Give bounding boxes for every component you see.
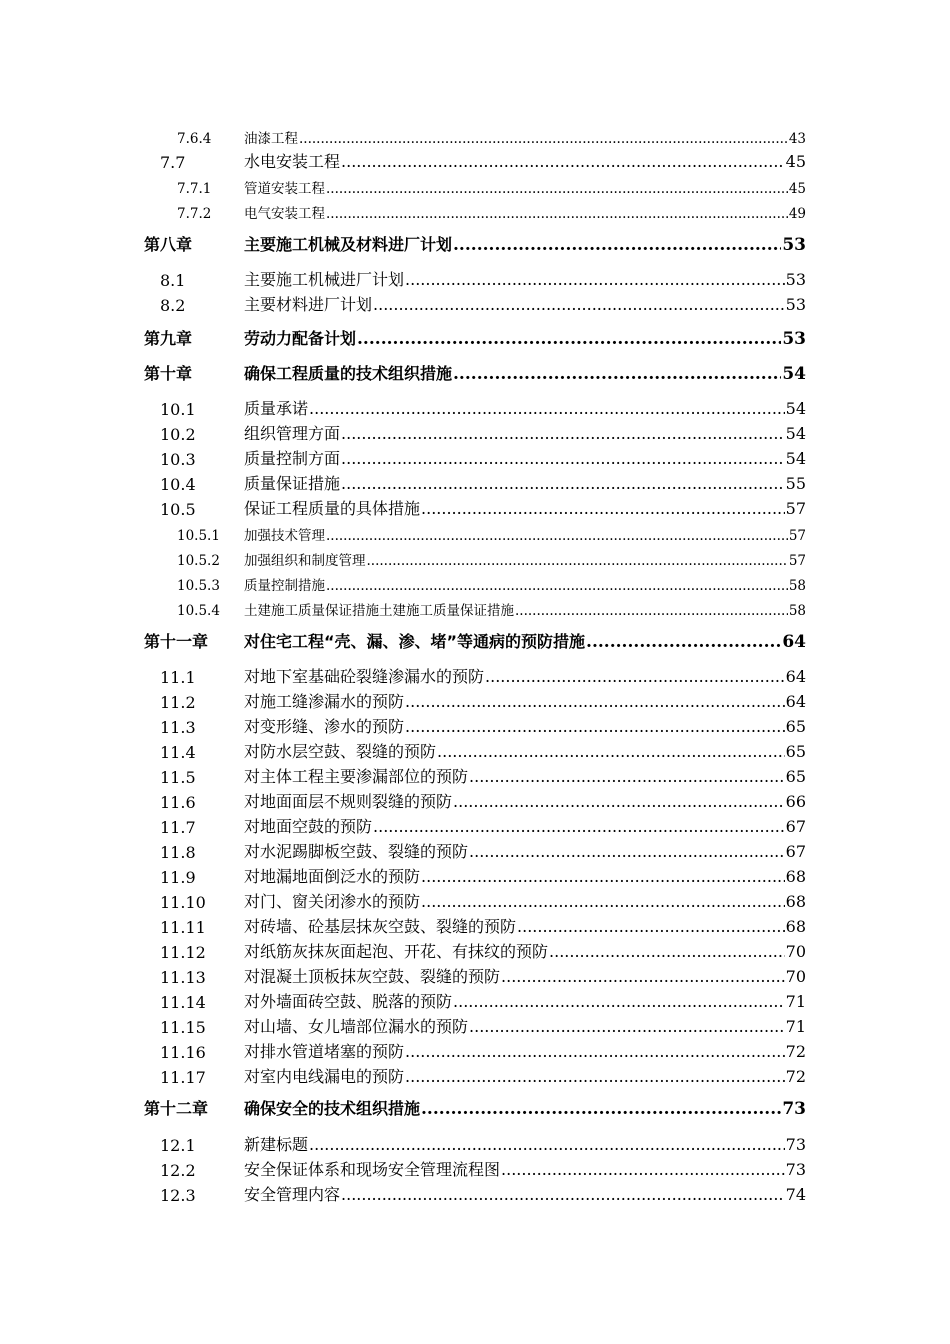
toc-entry-title: 对砖墙、砼基层抹灰空鼓、裂缝的预防 bbox=[244, 917, 517, 936]
toc-entry-title: 对地面面层不规则裂缝的预防 bbox=[244, 792, 453, 811]
toc-entry-body bbox=[244, 864, 806, 887]
toc-entry[interactable] bbox=[0, 1040, 950, 1064]
toc-entry-number: 10.5.4 bbox=[177, 603, 220, 619]
dot-leader bbox=[405, 270, 785, 289]
dot-leader bbox=[341, 152, 785, 171]
toc-entry-body bbox=[244, 629, 806, 652]
dot-leader bbox=[421, 867, 785, 886]
dot-leader bbox=[309, 399, 785, 418]
toc-entry[interactable] bbox=[0, 990, 950, 1014]
toc-entry-page-number: 58 bbox=[788, 578, 806, 594]
dot-leader bbox=[421, 1099, 781, 1119]
toc-entry-number: 11.9 bbox=[160, 868, 196, 887]
toc-entry-title: 主要施工机械进厂计划 bbox=[244, 270, 405, 289]
dot-leader bbox=[485, 667, 785, 686]
toc-entry-number: 10.1 bbox=[160, 400, 196, 419]
toc-entry[interactable] bbox=[0, 233, 950, 257]
toc-entry-body bbox=[244, 549, 806, 569]
toc-entry-body bbox=[244, 326, 806, 349]
toc-entry-title: 对地下室基础砼裂缝渗漏水的预防 bbox=[244, 667, 485, 686]
toc-entry-number: 10.5.3 bbox=[177, 578, 220, 594]
toc-entry-body bbox=[244, 1039, 806, 1062]
toc-entry-title: 对施工缝渗漏水的预防 bbox=[244, 692, 405, 711]
toc-entry-number: 11.12 bbox=[160, 943, 206, 962]
toc-entry-number: 7.6.4 bbox=[177, 131, 212, 147]
toc-entry-body bbox=[244, 524, 806, 544]
toc-entry-page-number: 67 bbox=[785, 817, 806, 836]
toc-entry[interactable] bbox=[0, 293, 950, 317]
toc-entry-body bbox=[244, 689, 806, 712]
toc-entry-title: 对外墙面砖空鼓、脱落的预防 bbox=[244, 992, 453, 1011]
dot-leader bbox=[341, 1185, 785, 1204]
toc-entry-body bbox=[244, 149, 806, 172]
toc-entry-title: 质量控制措施 bbox=[244, 578, 325, 594]
toc-entry[interactable] bbox=[0, 690, 950, 714]
toc-entry-body bbox=[244, 1157, 806, 1180]
toc-entry-page-number: 68 bbox=[785, 892, 806, 911]
toc-entry[interactable] bbox=[0, 740, 950, 764]
toc-entry[interactable] bbox=[0, 447, 950, 471]
toc-entry-page-number: 66 bbox=[785, 792, 806, 811]
dot-leader bbox=[515, 603, 788, 619]
toc-entry[interactable] bbox=[0, 1183, 950, 1207]
toc-entry[interactable] bbox=[0, 965, 950, 989]
dot-leader bbox=[299, 131, 788, 147]
toc-entry-page-number: 72 bbox=[785, 1042, 806, 1061]
toc-entry-body bbox=[244, 177, 806, 197]
toc-entry-number: 第十二章 bbox=[144, 1099, 209, 1118]
toc-entry-body bbox=[244, 1132, 806, 1155]
toc-entry-page-number: 74 bbox=[785, 1185, 806, 1204]
toc-entry-body bbox=[244, 1096, 806, 1119]
toc-entry-page-number: 64 bbox=[785, 667, 806, 686]
toc-entry-number: 11.4 bbox=[160, 743, 196, 762]
toc-entry[interactable] bbox=[0, 125, 950, 149]
toc-entry-number: 第十一章 bbox=[144, 632, 209, 651]
toc-entry-page-number: 43 bbox=[788, 131, 806, 147]
dot-leader bbox=[453, 235, 781, 255]
dot-leader bbox=[367, 553, 788, 569]
toc-entry-title: 对地面空鼓的预防 bbox=[244, 817, 373, 836]
toc-entry-title: 组织管理方面 bbox=[244, 424, 341, 443]
toc-entry-page-number: 53 bbox=[785, 270, 806, 289]
dot-leader bbox=[469, 1017, 785, 1036]
toc-entry-body bbox=[244, 939, 806, 962]
toc-entry[interactable] bbox=[0, 840, 950, 864]
toc-entry[interactable] bbox=[0, 890, 950, 914]
toc-entry-title: 对山墙、女儿墙部位漏水的预防 bbox=[244, 1017, 469, 1036]
dot-leader bbox=[586, 632, 781, 652]
toc-entry-page-number: 49 bbox=[788, 206, 806, 222]
toc-entry-body bbox=[244, 361, 806, 384]
toc-entry-number: 11.6 bbox=[160, 793, 196, 812]
toc-entry-body bbox=[244, 764, 806, 787]
toc-entry[interactable] bbox=[0, 1097, 950, 1121]
dot-leader bbox=[405, 1042, 785, 1061]
dot-leader bbox=[326, 181, 788, 197]
toc-entry-title: 对变形缝、渗水的预防 bbox=[244, 717, 405, 736]
dot-leader bbox=[326, 206, 788, 222]
toc-entry-number: 11.2 bbox=[160, 693, 196, 712]
toc-entry-number: 11.13 bbox=[160, 968, 206, 987]
toc-entry-page-number: 55 bbox=[785, 474, 806, 493]
toc-entry-title: 对纸筋灰抹灰面起泡、开花、有抹纹的预防 bbox=[244, 942, 549, 961]
toc-entry-number: 8.2 bbox=[160, 296, 186, 315]
toc-entry-title: 质量保证措施 bbox=[244, 474, 341, 493]
toc-entry-body bbox=[244, 267, 806, 290]
dot-leader bbox=[501, 1160, 785, 1179]
toc-entry-body bbox=[244, 421, 806, 444]
toc-entry-title: 确保工程质量的技术组织措施 bbox=[244, 364, 453, 383]
toc-entry-body bbox=[244, 664, 806, 687]
toc-entry-title: 对主体工程主要渗漏部位的预防 bbox=[244, 767, 469, 786]
toc-entry-page-number: 72 bbox=[785, 1067, 806, 1086]
toc-entry-body bbox=[244, 964, 806, 987]
toc-entry-body bbox=[244, 471, 806, 494]
toc-entry-number: 10.5.2 bbox=[177, 553, 220, 569]
toc-entry-page-number: 64 bbox=[785, 692, 806, 711]
toc-entry-title: 油漆工程 bbox=[244, 131, 298, 147]
toc-entry-title: 管道安装工程 bbox=[244, 181, 325, 197]
toc-entry[interactable] bbox=[0, 472, 950, 496]
toc-entry-body bbox=[244, 446, 806, 469]
dot-leader bbox=[357, 329, 781, 349]
toc-entry[interactable] bbox=[0, 200, 950, 224]
toc-entry-title: 对住宅工程“壳、漏、渗、堵”等通病的预防措施 bbox=[244, 632, 586, 651]
toc-entry[interactable] bbox=[0, 150, 950, 174]
toc-entry-body bbox=[244, 889, 806, 912]
toc-entry-number: 12.3 bbox=[160, 1186, 196, 1205]
toc-entry-body bbox=[244, 1064, 806, 1087]
toc-entry-number: 10.4 bbox=[160, 475, 196, 494]
toc-entry-page-number: 54 bbox=[785, 424, 806, 443]
toc-entry-title: 对室内电线漏电的预防 bbox=[244, 1067, 405, 1086]
toc-entry-page-number: 71 bbox=[785, 992, 806, 1011]
dot-leader bbox=[469, 842, 785, 861]
toc-entry[interactable] bbox=[0, 865, 950, 889]
toc-entry-title: 对地漏地面倒泛水的预防 bbox=[244, 867, 421, 886]
toc-entry-body bbox=[244, 789, 806, 812]
toc-entry-page-number: 70 bbox=[785, 942, 806, 961]
toc-entry-body bbox=[244, 989, 806, 1012]
dot-leader bbox=[326, 528, 788, 544]
toc-entry-page-number: 45 bbox=[785, 152, 806, 171]
toc-entry-page-number: 70 bbox=[785, 967, 806, 986]
dot-leader bbox=[517, 917, 785, 936]
toc-entry-body bbox=[244, 814, 806, 837]
toc-entry-page-number: 73 bbox=[785, 1135, 806, 1154]
toc-entry-page-number: 68 bbox=[785, 917, 806, 936]
dot-leader bbox=[341, 449, 785, 468]
toc-entry[interactable] bbox=[0, 1015, 950, 1039]
toc-entry[interactable] bbox=[0, 715, 950, 739]
toc-entry[interactable] bbox=[0, 765, 950, 789]
toc-entry-number: 11.8 bbox=[160, 843, 196, 862]
toc-entry-number: 11.7 bbox=[160, 818, 196, 837]
toc-entry-body bbox=[244, 739, 806, 762]
dot-leader bbox=[453, 792, 785, 811]
toc-entry-page-number: 67 bbox=[785, 842, 806, 861]
dot-leader bbox=[501, 967, 785, 986]
toc-entry-number: 第九章 bbox=[144, 329, 193, 348]
dot-leader bbox=[341, 424, 785, 443]
toc-entry-number: 11.15 bbox=[160, 1018, 206, 1037]
toc-entry-title: 劳动力配备计划 bbox=[244, 329, 357, 348]
toc-entry-page-number: 54 bbox=[782, 364, 806, 384]
toc-entry-number: 11.11 bbox=[160, 918, 206, 937]
toc-entry[interactable] bbox=[0, 422, 950, 446]
toc-entry[interactable] bbox=[0, 327, 950, 351]
dot-leader bbox=[421, 499, 785, 518]
toc-entry-title: 安全保证体系和现场安全管理流程图 bbox=[244, 1160, 501, 1179]
toc-entry-number: 10.3 bbox=[160, 450, 196, 469]
toc-entry-title: 加强技术管理 bbox=[244, 528, 325, 544]
toc-entry-title: 质量承诺 bbox=[244, 399, 309, 418]
toc-entry-body bbox=[244, 127, 806, 147]
toc-entry-page-number: 65 bbox=[785, 717, 806, 736]
toc-entry-page-number: 54 bbox=[785, 399, 806, 418]
toc-entry-title: 水电安装工程 bbox=[244, 152, 341, 171]
toc-entry-body bbox=[244, 1182, 806, 1205]
toc-entry-title: 电气安装工程 bbox=[244, 206, 325, 222]
toc-entry-page-number: 57 bbox=[785, 499, 806, 518]
toc-entry[interactable] bbox=[0, 790, 950, 814]
toc-entry-number: 11.3 bbox=[160, 718, 196, 737]
toc-entry-number: 10.2 bbox=[160, 425, 196, 444]
toc-entry-title: 质量控制方面 bbox=[244, 449, 341, 468]
toc-entry-title: 新建标题 bbox=[244, 1135, 309, 1154]
toc-entry-body bbox=[244, 232, 806, 255]
toc-entry-number: 7.7 bbox=[160, 153, 186, 172]
dot-leader bbox=[405, 717, 785, 736]
toc-entry[interactable] bbox=[0, 1065, 950, 1089]
dot-leader bbox=[469, 767, 785, 786]
toc-entry-body bbox=[244, 714, 806, 737]
toc-entry-number: 11.5 bbox=[160, 768, 196, 787]
toc-entry[interactable] bbox=[0, 397, 950, 421]
dot-leader bbox=[326, 578, 788, 594]
toc-entry-title: 对防水层空鼓、裂缝的预防 bbox=[244, 742, 437, 761]
toc-entry[interactable] bbox=[0, 665, 950, 689]
toc-entry[interactable] bbox=[0, 572, 950, 596]
toc-entry-number: 第十章 bbox=[144, 364, 193, 383]
toc-entry-page-number: 68 bbox=[785, 867, 806, 886]
toc-entry-page-number: 53 bbox=[782, 329, 806, 349]
toc-entry-title: 保证工程质量的具体措施 bbox=[244, 499, 421, 518]
toc-entry-number: 第八章 bbox=[144, 235, 193, 254]
dot-leader bbox=[453, 992, 785, 1011]
toc-entry-title: 主要材料进厂计划 bbox=[244, 295, 373, 314]
toc-entry[interactable] bbox=[0, 547, 950, 571]
toc-entry-title: 对门、窗关闭渗水的预防 bbox=[244, 892, 421, 911]
toc-entry-title: 加强组织和制度管理 bbox=[244, 553, 366, 569]
toc-entry-number: 11.14 bbox=[160, 993, 206, 1012]
dot-leader bbox=[373, 817, 785, 836]
toc-entry-page-number: 65 bbox=[785, 767, 806, 786]
toc-entry-body bbox=[244, 839, 806, 862]
toc-entry-title: 对混凝土顶板抹灰空鼓、裂缝的预防 bbox=[244, 967, 501, 986]
toc-entry-page-number: 45 bbox=[788, 181, 806, 197]
toc-entry-body bbox=[244, 496, 806, 519]
toc-entry-number: 10.5.1 bbox=[177, 528, 220, 544]
toc-entry[interactable] bbox=[0, 630, 950, 654]
toc-entry-title: 对排水管道堵塞的预防 bbox=[244, 1042, 405, 1061]
toc-entry[interactable] bbox=[0, 1158, 950, 1182]
toc-entry-number: 11.10 bbox=[160, 893, 206, 912]
dot-leader bbox=[341, 474, 785, 493]
toc-entry-page-number: 53 bbox=[782, 235, 806, 255]
toc-entry-number: 7.7.2 bbox=[177, 206, 212, 222]
toc-entry[interactable] bbox=[0, 175, 950, 199]
toc-entry-page-number: 54 bbox=[785, 449, 806, 468]
toc-entry-number: 7.7.1 bbox=[177, 181, 212, 197]
toc-entry-body bbox=[244, 396, 806, 419]
toc-entry-title: 主要施工机械及材料进厂计划 bbox=[244, 235, 453, 254]
toc-entry-page-number: 73 bbox=[785, 1160, 806, 1179]
toc-entry[interactable] bbox=[0, 940, 950, 964]
toc-entry[interactable] bbox=[0, 522, 950, 546]
toc-entry-title: 对水泥踢脚板空鼓、裂缝的预防 bbox=[244, 842, 469, 861]
toc-entry[interactable] bbox=[0, 915, 950, 939]
toc-entry-body bbox=[244, 292, 806, 315]
toc-entry[interactable] bbox=[0, 1133, 950, 1157]
toc-entry-page-number: 73 bbox=[782, 1099, 806, 1119]
dot-leader bbox=[421, 892, 785, 911]
dot-leader bbox=[453, 364, 781, 384]
toc-entry-page-number: 53 bbox=[785, 295, 806, 314]
dot-leader bbox=[405, 692, 785, 711]
toc-entry-body bbox=[244, 599, 806, 619]
toc-entry-page-number: 58 bbox=[788, 603, 806, 619]
toc-entry-number: 11.17 bbox=[160, 1068, 206, 1087]
toc-entry[interactable] bbox=[0, 597, 950, 621]
toc-entry-number: 10.5 bbox=[160, 500, 196, 519]
toc-entry-number: 12.2 bbox=[160, 1161, 196, 1180]
toc-entry-page-number: 71 bbox=[785, 1017, 806, 1036]
toc-entry[interactable] bbox=[0, 815, 950, 839]
toc-entry-body bbox=[244, 1014, 806, 1037]
toc-entry[interactable] bbox=[0, 362, 950, 386]
toc-entry-body bbox=[244, 914, 806, 937]
toc-entry[interactable] bbox=[0, 268, 950, 292]
dot-leader bbox=[549, 942, 785, 961]
toc-entry-page-number: 57 bbox=[788, 553, 806, 569]
toc-entry-page-number: 64 bbox=[782, 632, 806, 652]
dot-leader bbox=[437, 742, 785, 761]
dot-leader bbox=[373, 295, 785, 314]
dot-leader bbox=[405, 1067, 785, 1086]
toc-entry-number: 8.1 bbox=[160, 271, 186, 290]
dot-leader bbox=[309, 1135, 785, 1154]
toc-entry-page-number: 57 bbox=[788, 528, 806, 544]
toc-entry-number: 12.1 bbox=[160, 1136, 196, 1155]
toc-entry-number: 11.16 bbox=[160, 1043, 206, 1062]
toc-entry-body bbox=[244, 574, 806, 594]
toc-entry[interactable] bbox=[0, 497, 950, 521]
toc-entry-page-number: 65 bbox=[785, 742, 806, 761]
toc-entry-title: 土建施工质量保证措施土建施工质量保证措施 bbox=[244, 603, 514, 619]
toc-entry-title: 安全管理内容 bbox=[244, 1185, 341, 1204]
toc-entry-title: 确保安全的技术组织措施 bbox=[244, 1099, 421, 1118]
toc-entry-body bbox=[244, 202, 806, 222]
toc-entry-number: 11.1 bbox=[160, 668, 196, 687]
